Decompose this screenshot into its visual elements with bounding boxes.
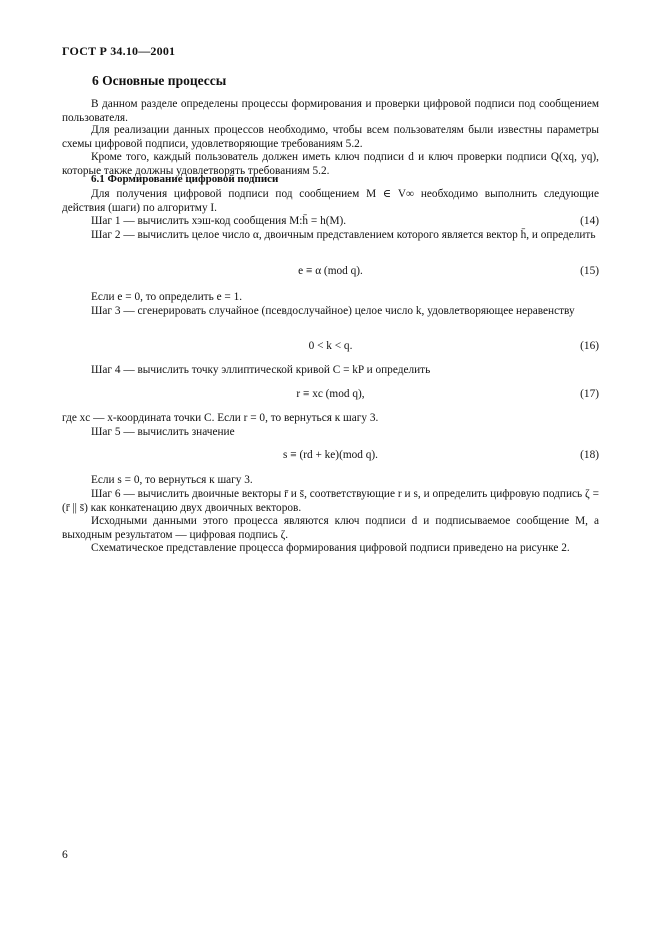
if-s-zero: Если s = 0, то вернуться к шагу 3. bbox=[91, 474, 253, 486]
formula-16 bbox=[62, 340, 599, 354]
intro-paragraph-2: Для реализации данных процессов необходимо, чтобы всем пользователям были известны параметры схемы цифровой подписи, удовлетворяющие требованиям 5.2. bbox=[62, 124, 599, 150]
formula-16-number: (16) bbox=[580, 340, 599, 352]
formula-15-expr: e ≡ α (mod q). bbox=[298, 265, 363, 277]
step-1-row bbox=[62, 215, 599, 229]
page-number: 6 bbox=[62, 849, 68, 861]
para-get-signature: Для получения цифровой подписи под сообщением M ∈ V∞ необходимо выполнить следующие действия (шаги) по алгоритму I. bbox=[62, 188, 599, 214]
schematic-reference-text: Схематическое представление процесса формирования цифровой подписи приведено на рисунке 2. bbox=[91, 542, 570, 554]
if-e-zero: Если e = 0, то определить e = 1. bbox=[91, 291, 243, 303]
step-5-text: Шаг 5 — вычислить значение bbox=[91, 426, 235, 438]
formula-15-number: (15) bbox=[580, 265, 599, 277]
where-xc-text: где xc — x-координата точки C. Если r = 0, то вернуться к шагу 3. bbox=[62, 412, 379, 424]
intro-paragraph-1: В данном разделе определены процессы формирования и проверки цифровой подписи под сообщением пользователя. bbox=[62, 98, 599, 124]
section-title: 6 Основные процессы bbox=[92, 73, 227, 88]
step-2-text: Шаг 2 — вычислить целое число α, двоичным представлением которого является вектор h̄, и определить bbox=[91, 229, 596, 241]
intro-paragraph-3: Кроме того, каждый пользователь должен иметь ключ подписи d и ключ проверки подписи Q(xq, yq), которые также должны удовлетворять требованиям 5.2. bbox=[62, 151, 599, 177]
formula-18-expr: s ≡ (rd + ke)(mod q). bbox=[283, 449, 378, 461]
step-3-text: Шаг 3 — сгенерировать случайное (псевдослучайное) целое число k, удовлетворяющее неравенству bbox=[91, 305, 575, 317]
inputs-outputs-text: Исходными данными этого процесса являются ключ подписи d и подписываемое сообщение M, а выходным результатом — цифровая подпись ζ. bbox=[62, 515, 599, 541]
subsection-title: 6.1 Формирование цифровой подписи bbox=[91, 173, 279, 185]
formula-17 bbox=[62, 388, 599, 402]
step-1-text: Шаг 1 — вычислить хэш-код сообщения M:h̄ = h(M). bbox=[91, 215, 347, 227]
formula-15 bbox=[62, 265, 599, 279]
step-6-text: Шаг 6 — вычислить двоичные векторы r̄ и s̄, соответствующие r и s, и определить цифровую подпись ζ = (r̄ || s̄) как конкатенацию двух двоичных векторов. bbox=[62, 488, 599, 514]
formula-14-number: (14) bbox=[580, 215, 599, 227]
document-header: ГОСТ Р 34.10—2001 bbox=[62, 44, 176, 58]
step-4-text: Шаг 4 — вычислить точку эллиптической кривой C = kP и определить bbox=[91, 364, 431, 376]
formula-17-number: (17) bbox=[580, 388, 599, 400]
formula-16-expr: 0 < k < q. bbox=[308, 340, 353, 352]
formula-18 bbox=[62, 449, 599, 463]
formula-17-expr: r ≡ xc (mod q), bbox=[296, 388, 365, 400]
formula-18-number: (18) bbox=[580, 449, 599, 461]
